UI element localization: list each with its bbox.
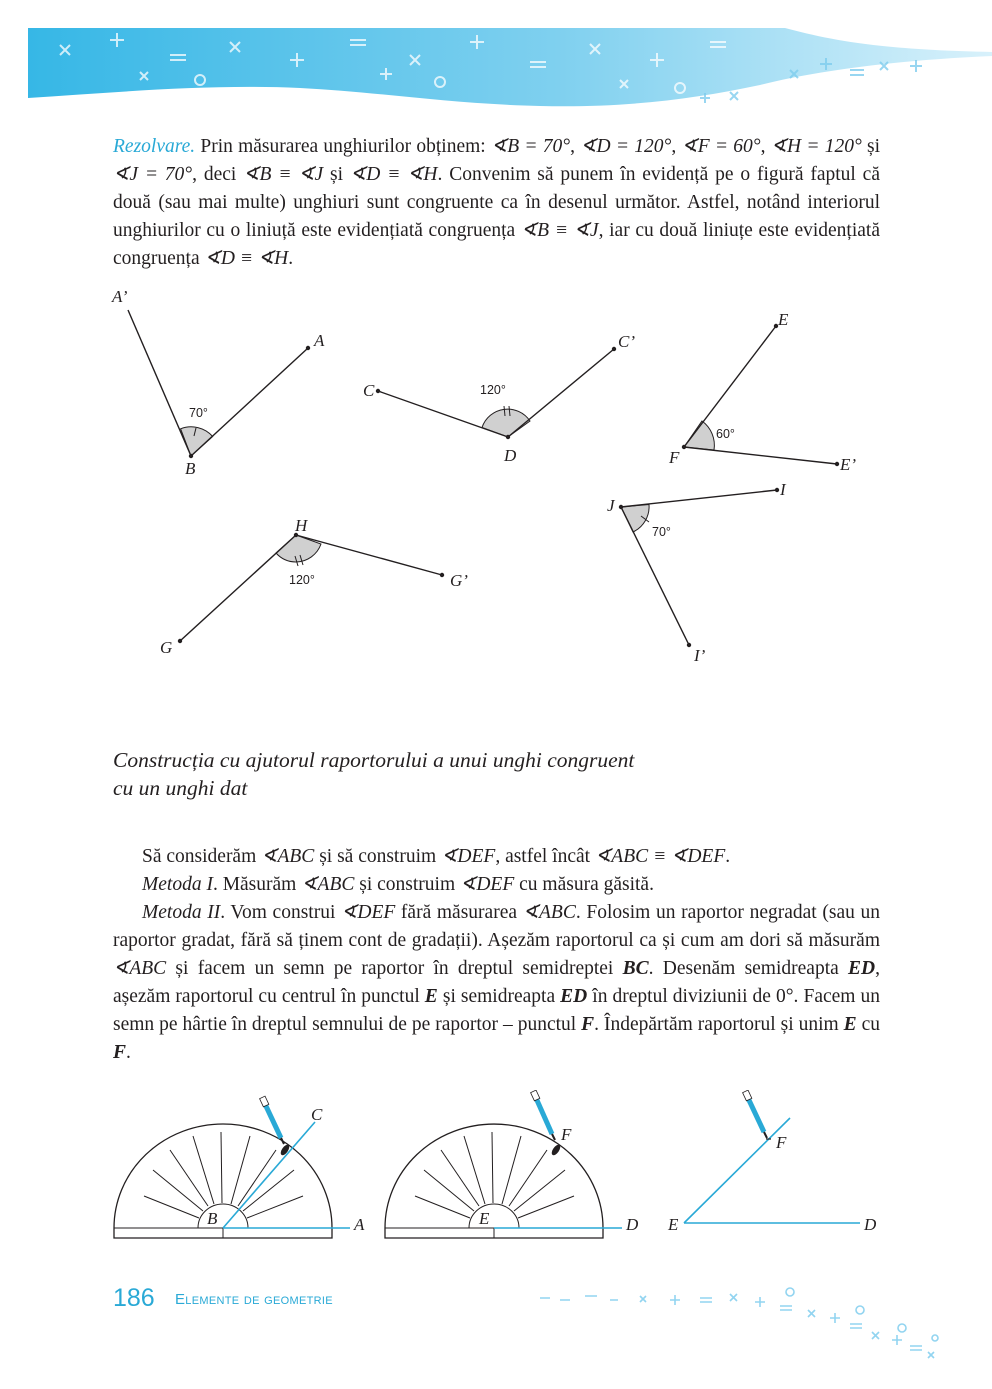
text: și — [323, 164, 350, 185]
text: și semidreapta — [437, 986, 561, 1007]
decorative-footer-pattern — [530, 1280, 960, 1370]
text: , deci — [192, 164, 244, 185]
text: . — [725, 846, 731, 867]
angle-H — [160, 516, 468, 657]
label-G-prime: G’ — [450, 571, 468, 590]
text: . Vom construi — [220, 902, 342, 923]
label-H: H — [295, 516, 308, 535]
method-paragraphs — [113, 843, 880, 1067]
section-heading-line1: Construcția cu ajutorul raportorului a unui unghi congruent — [113, 748, 635, 772]
label-E: E — [479, 1209, 490, 1228]
label-D: D — [504, 446, 517, 465]
formula: ∢D = 120° — [580, 136, 672, 157]
formula: ∢DEF — [441, 846, 496, 867]
text: cu măsura găsită. — [514, 874, 654, 895]
formula: ∢DEF — [341, 902, 396, 923]
text: , iar cu două liniuțe este evidențiată congruența — [113, 220, 880, 269]
angle-B — [111, 287, 325, 478]
angle-D — [363, 332, 635, 465]
label-F: F — [669, 448, 680, 467]
label-G: G — [160, 638, 173, 657]
label-E-prime: E’ — [840, 455, 857, 474]
formula: ∢ABC — [113, 958, 167, 979]
text: și facem un semn pe raportor în dreptul semidreptei — [166, 958, 623, 979]
section-heading — [113, 746, 813, 802]
formula: ∢B ≡ ∢J — [243, 164, 324, 185]
angles-figure — [0, 280, 992, 670]
label-D: D — [626, 1215, 639, 1234]
formula: ∢ABC — [522, 902, 576, 923]
label-I-prime: I’ — [694, 646, 706, 665]
text: în dreptul diviziunii de 0°. Facem un semn pe hârtie în dreptul semnului de pe raportor – punctul — [113, 986, 880, 1035]
text: , așezăm raportorul cu centrul în punctul — [113, 958, 880, 1007]
text: , — [671, 136, 682, 157]
method-2-label: Metoda II — [142, 902, 221, 923]
angle-F-measure: 60° — [716, 427, 735, 441]
formula: E — [424, 986, 438, 1007]
label-E: E — [778, 310, 789, 329]
label-D: D — [864, 1215, 877, 1234]
text: cu — [856, 1014, 880, 1035]
label-J: J — [607, 496, 615, 515]
angle-B-measure: 70° — [189, 406, 208, 420]
pencil-icon — [743, 1090, 767, 1138]
text: și construim — [354, 874, 461, 895]
text: . Folosim un raportor negradat (sau un raportor gradat, fără să ținem cont de gradații). Așezăm raportorul ca și cum am dori să măsurăm — [113, 902, 881, 951]
formula: ∢D ≡ ∢H — [204, 248, 289, 269]
label-F: F — [776, 1133, 787, 1152]
label-C-prime: C’ — [618, 332, 635, 351]
protractor-2 — [385, 1090, 639, 1238]
formula: ∢DEF — [460, 874, 515, 895]
text: , — [570, 136, 581, 157]
label-B: B — [185, 459, 196, 478]
formula: ∢ABC — [261, 846, 315, 867]
text: și — [861, 136, 881, 157]
text: Să considerăm — [142, 846, 262, 867]
label-A: A — [314, 331, 325, 350]
method-1-paragraph — [113, 871, 880, 899]
intro-paragraph — [113, 843, 880, 871]
label-A: A — [354, 1215, 365, 1234]
text: , astfel încât — [495, 846, 595, 867]
decorative-header-banner — [0, 0, 992, 130]
label-A-prime: A’ — [112, 287, 128, 306]
text: , — [760, 136, 771, 157]
angle-J — [607, 480, 787, 665]
constructed-angle — [667, 1090, 877, 1234]
formula: BC — [622, 958, 649, 979]
method-2-paragraph — [113, 899, 880, 1067]
text: și să construim — [314, 846, 442, 867]
text: Prin măsurarea unghiurilor obținem: — [195, 136, 491, 157]
angle-F — [668, 310, 856, 474]
formula: ∢B ≡ ∢J — [520, 220, 599, 241]
text: . Măsurăm — [212, 874, 302, 895]
protractor-figure — [0, 1090, 992, 1250]
text: . Îndepărtăm raportorul și unim — [594, 1014, 844, 1035]
angle-D-measure: 120° — [480, 383, 506, 397]
text: fără măsurarea — [395, 902, 523, 923]
solution-label: Rezolvare. — [113, 136, 196, 157]
formula: E — [843, 1014, 857, 1035]
label-I: I — [780, 480, 786, 499]
formula: ∢D ≡ ∢H — [349, 164, 438, 185]
angle-J-measure: 70° — [652, 525, 671, 539]
chapter-title: Elemente de geometrie — [175, 1291, 333, 1308]
formula: ∢J = 70° — [113, 164, 193, 185]
page-number: 186 — [113, 1284, 155, 1312]
formula: ∢B = 70° — [490, 136, 571, 157]
text: . — [126, 1042, 131, 1063]
label-F: F — [561, 1125, 572, 1144]
section-heading-line2: cu un unghi dat — [113, 776, 248, 800]
formula: ED — [848, 958, 876, 979]
label-E: E — [668, 1215, 679, 1234]
formula: ∢F = 60° — [681, 136, 761, 157]
formula: ∢ABC — [301, 874, 355, 895]
formula: ED — [560, 986, 588, 1007]
label-C: C — [311, 1105, 323, 1124]
formula: F — [113, 1042, 127, 1063]
angle-H-measure: 120° — [289, 573, 315, 587]
label-B: B — [207, 1209, 218, 1228]
method-1-label: Metoda I — [142, 874, 213, 895]
label-C: C — [363, 381, 375, 400]
solution-paragraph — [113, 133, 880, 273]
formula: F — [581, 1014, 595, 1035]
protractor-1 — [114, 1096, 365, 1238]
text: . Convenim să punem în evidență pe o figură faptul că două (sau mai multe) unghiuri sunt congruente ca în desenul următor. Astfel, notând interiorul unghiurilor cu o liniuță este evidențiată congruența — [113, 164, 880, 241]
formula: ∢H = 120° — [770, 136, 862, 157]
text: . — [288, 248, 294, 269]
formula: ∢ABC ≡ ∢DEF — [594, 846, 726, 867]
text: . Desenăm semidreapta — [648, 958, 849, 979]
